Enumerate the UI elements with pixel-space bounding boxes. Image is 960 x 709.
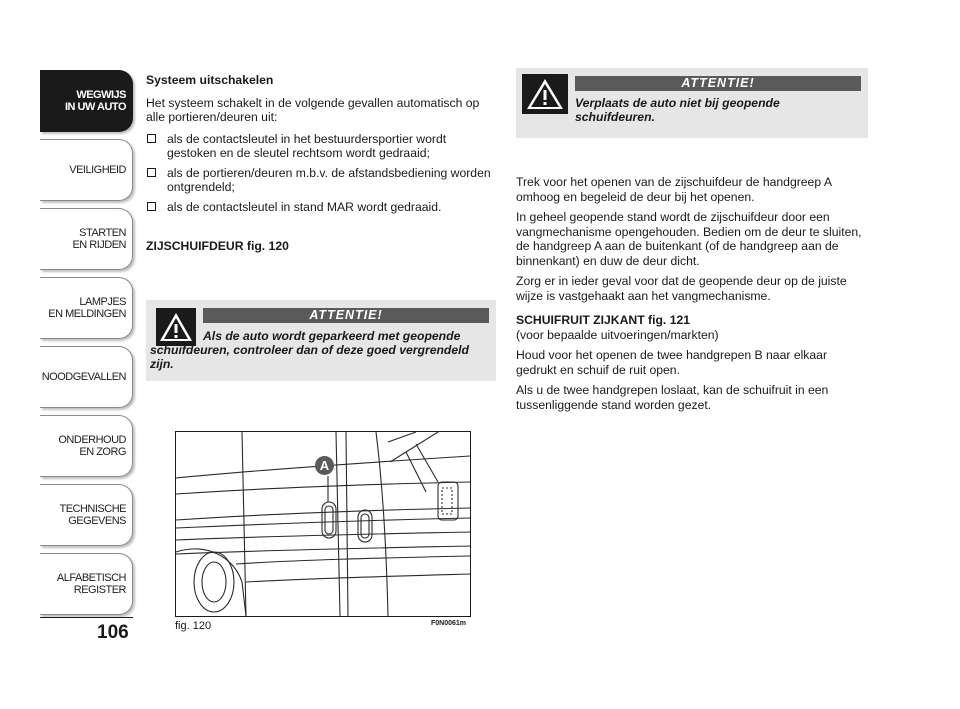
section-heading: Systeem uitschakelen <box>146 73 274 87</box>
paragraph: In geheel geopende stand wordt de zijschuifdeur door een vangmechanisme opengehouden. Bedien om de deur te sluiten, de handgreep A aan de buitenkant (of de handgreep aan de binnenkant) en duw de deur dicht. <box>516 210 862 268</box>
chapter-sidebar <box>40 70 133 622</box>
warning-text: Als de auto wordt geparkeerd met geopende schuifdeuren, controleer dan of deze goed vergrendeld zijn. <box>150 329 469 371</box>
left-column <box>146 73 498 260</box>
tab-label: VEILIGHEID <box>69 164 126 176</box>
tab-onderhoud[interactable] <box>40 415 133 477</box>
page-rule <box>40 617 133 618</box>
warning-title: ATTENTIE! <box>203 308 489 323</box>
figure-sliding-door <box>175 431 471 617</box>
warning-text: Verplaats de auto niet bij geopende schuifdeuren. <box>575 96 780 124</box>
tab-label: LAMPJES EN MELDINGEN <box>48 296 126 320</box>
figure-code: F0N0061m <box>431 620 467 627</box>
tab-label: ONDERHOUD EN ZORG <box>58 434 126 458</box>
tab-lampjes[interactable] <box>40 277 133 339</box>
list-item <box>146 132 498 161</box>
list-item-text: als de contactsleutel in stand MAR wordt gedraaid. <box>167 199 442 214</box>
label-a-marker: A <box>315 456 334 475</box>
tab-label: TECHNISCHE GEGEVENS <box>59 503 126 527</box>
tab-label: STARTEN EN RIJDEN <box>72 227 126 251</box>
paragraph: Trek voor het openen van de zijschuifdeur de handgreep A omhoog en begeleid de deur bij het openen. <box>516 175 832 204</box>
tab-starten[interactable] <box>40 208 133 270</box>
tab-label: NOODGEVALLEN <box>41 371 126 383</box>
schuifruit-heading: SCHUIFRUIT ZIJKANT fig. 121 <box>516 313 691 327</box>
tab-veiligheid[interactable] <box>40 139 133 201</box>
list-item-text: als de contactsleutel in het bestuurdersportier wordt gestoken en de sleutel rechtsom wordt gedraaid; <box>167 131 447 160</box>
right-column <box>516 175 868 418</box>
tab-label: ALFABETISCH REGISTER <box>56 572 126 596</box>
paragraph: Zorg er in ieder geval voor dat de geopende deur op de juiste wijze is vastgehaakt aan het vangmechanisme. <box>516 274 847 303</box>
tab-technische[interactable] <box>40 484 133 546</box>
warning-box <box>146 300 496 381</box>
checkbox-bullet-icon <box>147 168 156 177</box>
zijschuifdeur-heading: ZIJSCHUIFDEUR fig. 120 <box>146 239 289 253</box>
warning-box-right <box>516 68 868 138</box>
paragraph: Houd voor het openen de twee handgrepen B naar elkaar gedrukt en schuif de ruit open. <box>516 348 828 377</box>
checkbox-bullet-icon <box>147 134 156 143</box>
tab-alfabetisch[interactable] <box>40 553 133 615</box>
tab-noodgevallen[interactable] <box>40 346 133 408</box>
list-item <box>146 200 498 215</box>
section-subtitle: (voor bepaalde uitvoeringen/markten) <box>516 327 719 342</box>
paragraph: Als u de twee handgrepen loslaat, kan de schuifruit in een tussenliggende stand worden gezet. <box>516 383 829 412</box>
tab-label: WEGWIJS IN UW AUTO <box>65 89 126 113</box>
list-item-text: als de portieren/deuren m.b.v. de afstandsbediening worden ontgrendeld; <box>167 165 491 194</box>
warning-title: ATTENTIE! <box>575 76 861 91</box>
figure-caption: fig. 120 <box>175 620 212 632</box>
intro-paragraph: Het systeem schakelt in de volgende gevallen automatisch op alle portieren/deuren uit: <box>146 95 480 124</box>
warning-triangle-icon <box>522 74 568 114</box>
tab-wegwijs[interactable] <box>40 70 133 132</box>
list-item <box>146 166 498 195</box>
checkbox-bullet-icon <box>147 202 156 211</box>
page-number: 106 <box>97 622 129 643</box>
